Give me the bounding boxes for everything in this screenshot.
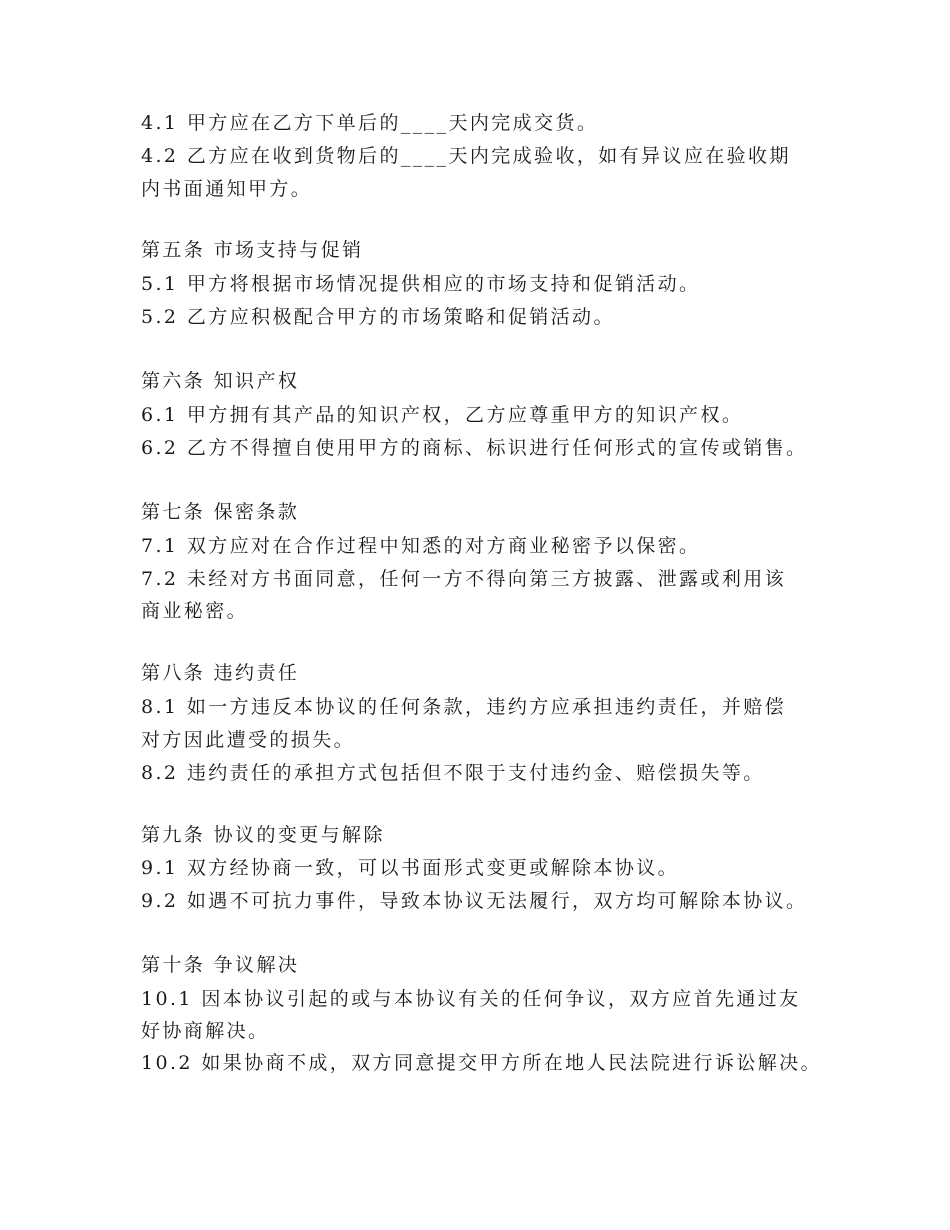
clause-6-2: 6.2 乙方不得擅自使用甲方的商标、标识进行任何形式的宣传或销售。	[141, 437, 808, 459]
clause-7-2: 7.2 未经对方书面同意，任何一方不得向第三方披露、泄露或利用该	[141, 568, 787, 590]
clause-6-1: 6.1 甲方拥有其产品的知识产权，乙方应尊重甲方的知识产权。	[141, 404, 744, 426]
clause-10-2: 10.2 如果协商不成，双方同意提交甲方所在地人民法院进行诉讼解决。	[141, 1052, 822, 1074]
clause-5-2: 5.2 乙方应积极配合甲方的市场策略和促销活动。	[141, 306, 615, 328]
article-10-heading: 第十条 争议解决	[141, 954, 300, 976]
clause-7-2-cont: 商业秘密。	[141, 600, 249, 622]
clause-8-1: 8.1 如一方违反本协议的任何条款，违约方应承担违约责任，并赔偿	[141, 696, 787, 718]
clause-8-2: 8.2 违约责任的承担方式包括但不限于支付违约金、赔偿损失等。	[141, 762, 765, 784]
article-9-heading: 第九条 协议的变更与解除	[141, 824, 385, 846]
clause-9-2: 9.2 如遇不可抗力事件，导致本协议无法履行，双方均可解除本协议。	[141, 890, 808, 912]
clause-7-1: 7.1 双方应对在合作过程中知悉的对方商业秘密予以保密。	[141, 535, 701, 557]
clause-8-1-cont: 对方因此遭受的损失。	[141, 729, 356, 751]
clause-4-2: 4.2 乙方应在收到货物后的____天内完成验收，如有异议应在验收期	[141, 145, 791, 167]
article-8-heading: 第八条 违约责任	[141, 662, 300, 684]
clause-9-1: 9.1 双方经协商一致，可以书面形式变更或解除本协议。	[141, 857, 680, 879]
clause-4-1: 4.1 甲方应在乙方下单后的____天内完成交货。	[141, 112, 599, 134]
clause-10-1: 10.1 因本协议引起的或与本协议有关的任何争议，双方应首先通过友	[141, 988, 801, 1010]
clause-5-1: 5.1 甲方将根据市场情况提供相应的市场支持和促销活动。	[141, 273, 701, 295]
article-5-heading: 第五条 市场支持与促销	[141, 239, 364, 261]
article-7-heading: 第七条 保密条款	[141, 501, 300, 523]
article-6-heading: 第六条 知识产权	[141, 370, 300, 392]
clause-10-1-cont: 好协商解决。	[141, 1020, 270, 1042]
clause-4-2-cont: 内书面通知甲方。	[141, 178, 313, 200]
